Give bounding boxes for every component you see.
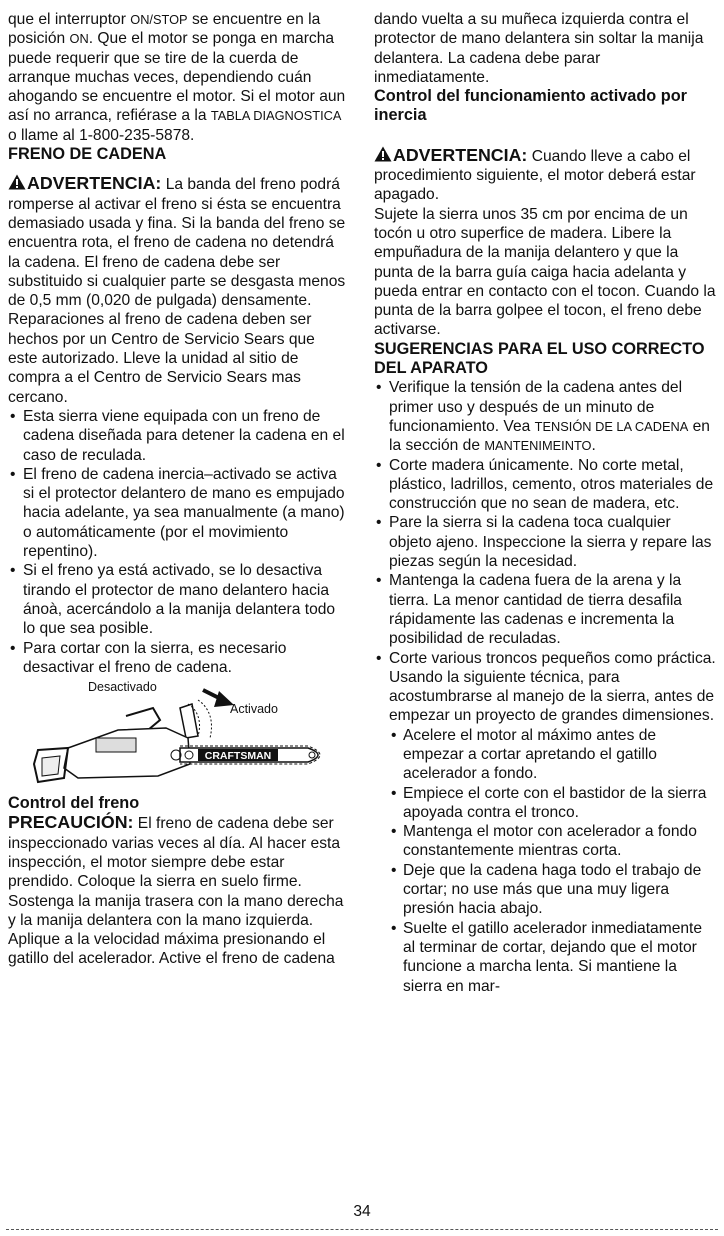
list-item: • Para cortar con la sierra, es necesario desactivar el freno de cadena. xyxy=(8,639,348,678)
brake-bullet-list xyxy=(8,407,348,677)
label-desactivado: Desactivado xyxy=(88,680,157,695)
list-item: • Acelere el motor al máximo antes de empezar a cortar apretando el gatillo acelerador a fondo. xyxy=(389,726,716,784)
continuation-paragraph: dando vuelta a su muñeca izquierda contra el protector de mano delantera sin soltar la manija delantera. La cadena debe parar inmediatamente. xyxy=(374,11,704,86)
warning-paragraph: ADVERTENCIA: La banda del freno podrá romperse al activar el freno si ésta se encuentra demasiado usada y fina. Si la banda del freno se encuentra rota, el freno de cadena no detendrá la cadena. El freno de cadena debe ser substituido si cualquier parte se desgasta menos de 0,5 mm (0,020 de pulgada) densamente. Reparaciones al freno de cadena deben ser hechos por un Centro de Servicio Sears que este autorizado. Lleve la unidad al sitio de compra a el Centro de Servicio Sears mas cercano. xyxy=(8,173,346,406)
heading-control-del-freno: Control del freno xyxy=(8,794,140,813)
right-column xyxy=(374,10,716,996)
left-column xyxy=(8,10,348,969)
sujete-paragraph: Sujete la sierra unos 35 cm por encima de un tocón u otro superfice de madera. Libere la empuñadura de la manija delantero y que la punta de la barra guía caiga hacia adelanta y pueda entrar en contacto con el tocon. Cuando la punta de la barra golpee el tocon, el freno debe activarse. xyxy=(374,205,716,339)
list-item: • Corte madera únicamente. No corte metal, plástico, ladrillos, cemento, otros materiales de construcción que no sean de madera, etc. xyxy=(374,456,716,514)
list-item: • Mantenga la cadena fuera de la arena y la tierra. La menor cantidad de tierra desafila rápidamente las cadenas e incrementa la posibilidad de reculadas. xyxy=(374,571,716,648)
list-item: • Corte various troncos pequeños como práctica. Usando la siguiente técnica, para acostumbrarse al manejo de la sierra, antes de empezar un proyecto de grandes dimensiones. • Acelere el motor al máximo antes de empezar a cortar apretando el gatillo acelerador a fondo. • Empiece el corte con el bastidor de la sierra apoyada contra el tronco. • Mantenga el motor con acelerador a fondo constantemente mientras corta. • Deje que la cadena haga todo el trabajo de cortar; no use más que una muy ligera presión hacia abajo. • Suelte el gatillo acelerador inmediatamente al terminar de cortar, dejando que el motor funcione a marcha lenta. Si mantiene la sierra en mar- xyxy=(374,649,716,996)
list-item: • Mantenga el motor con acelerador a fondo constantemente mientras corta. xyxy=(389,822,716,861)
list-item: • Pare la sierra si la cadena toca cualquier objeto ajeno. Inspeccione la sierra y repare las piezas según la necesidad. xyxy=(374,513,716,571)
list-item: • Empiece el corte con el bastidor de la sierra apoyada contra el tronco. xyxy=(389,784,716,823)
list-item: • Suelte el gatillo acelerador inmediatamente al terminar de cortar, dejando que el motor funcione a marcha lenta. Si mantiene la sierra en mar- xyxy=(389,919,716,996)
tips-bullet-list xyxy=(374,378,716,996)
warning-paragraph-right: ADVERTENCIA: Cuando lleve a cabo el procedimiento siguiente, el motor deberá estar apagado. xyxy=(374,144,696,204)
intro-paragraph: que el interruptor ON/STOP se encuentre en la posición ON. Que el motor se ponga en marcha puede requerir que se tire de la cuerda de arranque muchas veces, dependiendo cuán ahogando se encuentre el motor. Si el motor aun así no arranca, refiérase a la TABLA DIAGNOSTICA o llame al 1-800-235-5878. xyxy=(8,11,346,144)
warning-lead: ADVERTENCIA: xyxy=(27,173,162,194)
list-item: • Deje que la cadena haga todo el trabajo de cortar; no use más que una muy ligera presión hacia abajo. xyxy=(389,861,716,919)
list-item: • Verifique la tensión de la cadena antes del primer uso y después de un minuto de funcionamiento. Vea TENSIÓN DE LA CADENA en la sección de MANTENIMEINTO. xyxy=(374,378,716,455)
label-activado: Activado xyxy=(230,702,278,717)
brand-label: CRAFTSMAN xyxy=(204,750,272,763)
footer-divider xyxy=(6,1229,718,1230)
list-item: • El freno de cadena inercia–activado se activa si el protector delantero de mano es empujado hacia adelante, ya sea manualmente (a mano) o automáticamente (por el movimiento repentino). xyxy=(8,465,348,561)
chainsaw-illustration xyxy=(8,678,348,794)
list-item: • Esta sierra viene equipada con un freno de cadena diseñada para detener la cadena en el caso de reculada. xyxy=(8,407,348,465)
warning-icon xyxy=(374,146,392,162)
caution-paragraph: PRECAUCIÓN: El freno de cadena debe ser inspeccionado varias veces al día. Al hacer esta inspección, el motor siempre debe estar prendido. Coloque la sierra en suelo firme. Sostenga la manija trasera con la mano derecha y la manija delantera con la mano izquierda. Aplique a la velocidad máxima presionando el gatillo del acelerador. Active el freno de cadena xyxy=(8,812,344,968)
warning-icon xyxy=(8,174,26,190)
list-item: • Si el freno ya está activado, se lo desactiva tirando el protector de mano delantero hacia ánoà, acercándolo a la manija delantera todo lo que sea posible. xyxy=(8,561,348,638)
warning-lead: ADVERTENCIA: xyxy=(393,144,528,165)
heading-freno-de-cadena: FRENO DE CADENA xyxy=(8,145,167,164)
heading-control-inercia: Control del funcionamiento activado por inercia xyxy=(374,87,687,125)
chain-brake-figure xyxy=(8,678,348,794)
heading-sugerencias: SUGERENCIAS PARA EL USO CORRECTO DEL APARATO xyxy=(374,339,705,378)
practice-sub-list xyxy=(389,726,716,996)
page-number: 34 xyxy=(353,1203,371,1220)
caution-lead: PRECAUCIÓN: xyxy=(8,812,134,833)
